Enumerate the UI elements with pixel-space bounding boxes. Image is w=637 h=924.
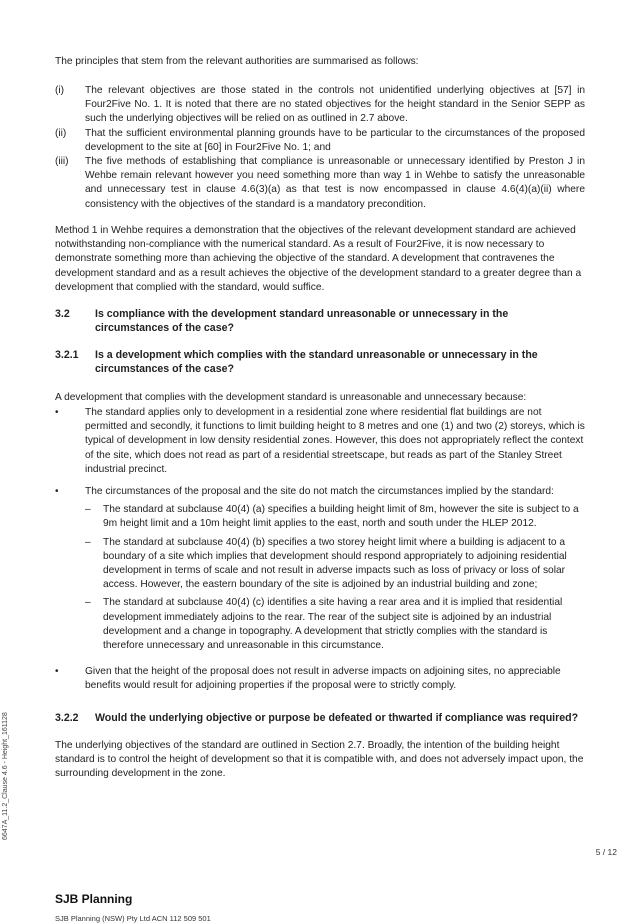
page-number: 5 / 12 [595,847,617,857]
dash-icon: – [85,597,91,609]
underlying-objectives-paragraph: The underlying objectives of the standard are outlined in Section 2.7. Broadly, the intention of the building height standard is to control the height of development so that it is compatible with, and does not adversely impact upon, the surrounding development in the zone. [55,740,584,780]
list-item [55,155,585,212]
list-item-text: The five methods of establishing that compliance is unreasonable or unnecessary identified by Preston J in Wehbe remain relevant however you need something more than way 1 in Wehbe to satisfy the unreasonable and unnecessary test in clause 4.6(3)(a) as that test is now encompassed in clause 4.6(4)(a)(ii) where consistency with the objectives of the standard is a mandatory precondition. [85,156,585,210]
list-item [55,84,585,127]
bullet-text: The circumstances of the proposal and the site do not match the circumstances implied by the standard: [85,486,554,498]
heading-text: Is a development which complies with the standard unreasonable or unnecessary in the circumstances of the case? [95,349,538,376]
document-reference: 6647A_11.2_Clause 4.6 - Height_161128 [2,712,9,840]
heading-number: 3.2 [55,308,70,320]
section-heading-3-2-1 [55,348,585,376]
dash-item [85,503,585,531]
bullet-icon: • [55,407,59,418]
bullet-icon: • [55,486,59,498]
principles-list [55,84,585,212]
dash-text: The standard at subclause 40(4) (a) specifies a building height limit of 8m, however the site is subject to a 9m height limit and a 10m height limit applies to the east, north and south under the HLEP 2012. [103,504,579,530]
list-item-number: (i) [55,85,65,96]
bullet-item [55,485,585,657]
list-item [55,127,585,155]
list-item-number: (ii) [55,127,67,139]
dash-text: The standard at subclause 40(4) (c) identifies a site having a rear area and it is implied that residential development immediately adjoins to the rear. The rear of the subject site is adjoined by an industrial development and a change in topography. A development that strictly complies with the standard is therefore unnecessary and unreasonable in this circumstance. [103,597,563,652]
bullet-item [55,665,585,693]
heading-text: Would the underlying objective or purpose be defeated or thwarted if compliance was required? [95,712,579,724]
bullet-body [85,485,585,657]
bullet-item [55,406,585,477]
list-item-text: The relevant objectives are those stated in the controls not unidentified underlying objectives at [57] in Four2Five No. 1. It is noted that there are no stated objectives for the height standard in the Senior SEPP as such the underlying objectives will be relied on as outlined in 2.7 above. [85,85,585,125]
section-heading-3-2-2 [55,711,585,725]
bullet-text: Given that the height of the proposal does not result in adverse impacts on adjoining sites, no appreciable benefits would result for adjoining properties if the proposal were to strictly comply. [85,666,561,692]
intro-paragraph: The principles that stem from the relevant authorities are summarised as follows: [55,56,419,67]
footer-company: SJB Planning (NSW) Pty Ltd ACN 112 509 501 [55,914,211,923]
method1-paragraph: Method 1 in Wehbe requires a demonstration that the objectives of the relevant development standard are achieved notwithstanding non-compliance with the numerical standard. As a result of Four2Five, it is now necessary to demonstrate something more than achieving the objective of the standard. A development that contravenes the development standard and as a result achieves the objective of the development standard to a greater degree than a development that complied with the standard, would suffice. [55,225,582,293]
lead-paragraph: A development that complies with the development standard is unreasonable and unnecessary because: [55,392,527,403]
heading-number: 3.2.2 [55,712,79,724]
dash-item [85,596,585,653]
bullet-icon: • [55,666,59,678]
dash-icon: – [85,536,91,548]
bullet-text: The standard applies only to development in a residential zone where residential flat buildings are not permitted and secondly, it functions to limit building height to 8 metres and one (1) and two (2) storeys, which is typical of development in low density residential zones. However, this does not appropriately reflect the context of the site, which does not read as part of a residential streetscape, but reads as part of the Stanley Street industrial precinct. [85,407,585,475]
reasons-list [55,406,585,702]
dash-text: The standard at subclause 40(4) (b) specifies a two storey height limit where a building is adjacent to a boundary of a site which implies that development should respond appropriately to adjoining residential development in terms of scale and not result in adverse impacts such as loss of privacy or loss of solar access. However, the eastern boundary of the site is adjoined by an industrial building and zone; [103,536,567,591]
heading-text: Is compliance with the development standard unreasonable or unnecessary in the circumstances of the case? [95,308,509,335]
heading-number: 3.2.1 [55,349,79,361]
list-item-text: That the sufficient environmental planning grounds have to be particular to the circumstances of the proposed development to the site at [60] in Four2Five No. 1; and [85,127,585,153]
list-item-number: (iii) [55,156,69,168]
footer-brand: SJB Planning [55,892,133,906]
dash-item [85,536,585,593]
dash-icon: – [85,504,91,516]
section-heading-3-2 [55,307,585,335]
